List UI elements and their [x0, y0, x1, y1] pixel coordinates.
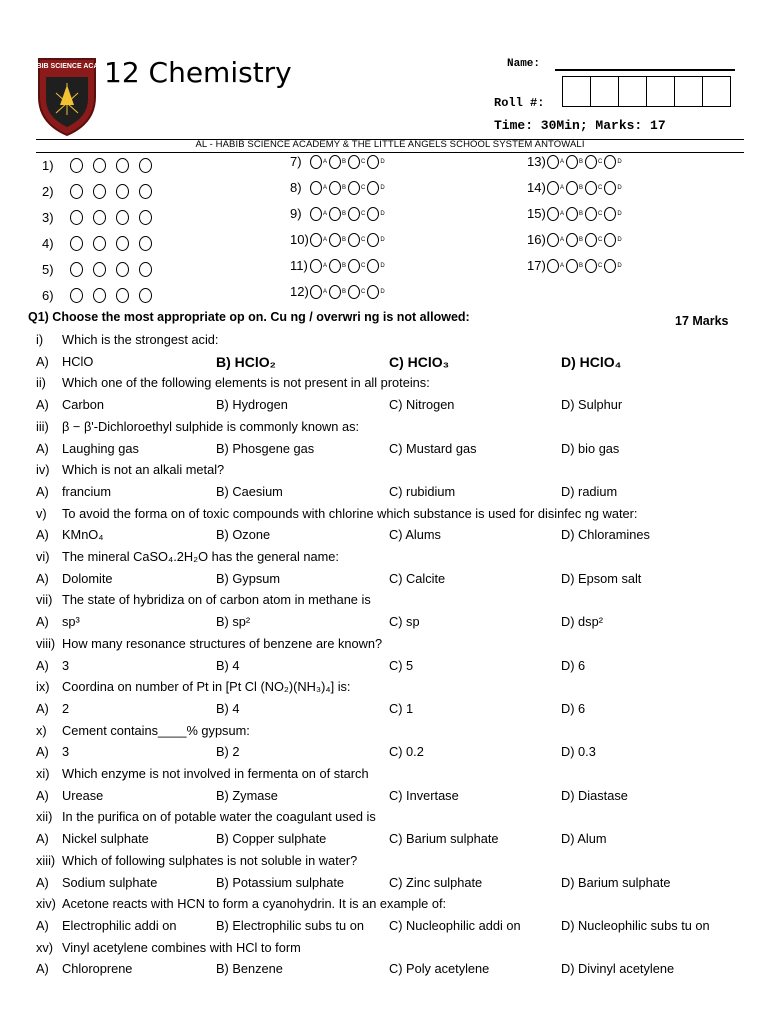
bubble-letter: C: [598, 236, 603, 243]
answer-bubble[interactable]: [116, 184, 129, 199]
roll-box[interactable]: [590, 76, 619, 107]
question-text: Which of following sulphates is not soluble in water?: [62, 852, 358, 868]
answer-number: 14): [527, 180, 546, 195]
bubble-letter: D: [380, 184, 385, 191]
option-c[interactable]: C) Nitrogen: [389, 397, 455, 413]
option-b[interactable]: B) Potassium sulphate: [216, 874, 345, 890]
option-b[interactable]: B) 4: [216, 700, 240, 716]
question-row: [0, 549, 768, 569]
option-d[interactable]: D) Divinyl acetylene: [561, 961, 675, 977]
bubble-letter: A: [560, 262, 565, 269]
answer-bubble[interactable]: [547, 181, 559, 195]
answer-bubble[interactable]: [310, 207, 322, 221]
bubble-letter: C: [361, 158, 366, 165]
option-a[interactable]: 3: [62, 657, 70, 673]
option-a[interactable]: Nickel sulphate: [62, 831, 149, 847]
answer-bubble[interactable]: [604, 233, 616, 247]
bubble-letter: C: [598, 210, 603, 217]
option-b[interactable]: B) Caesium: [216, 483, 283, 499]
question-row: [0, 853, 768, 873]
answer-bubble[interactable]: [329, 207, 341, 221]
name-label: Name:: [507, 58, 541, 70]
option-b[interactable]: B) Zymase: [216, 787, 278, 803]
answer-number: 16): [527, 232, 546, 247]
bubble-letter: A: [323, 158, 328, 165]
answer-number: 10): [290, 232, 309, 247]
question-number: iii): [36, 418, 49, 434]
option-b[interactable]: B) Phosgene gas: [216, 440, 315, 456]
bubble-letter: D: [617, 210, 622, 217]
answer-bubble[interactable]: [310, 285, 322, 299]
option-b[interactable]: B) HClO₂: [216, 353, 276, 370]
bubble-letter: D: [617, 158, 622, 165]
answer-bubble[interactable]: [93, 288, 106, 303]
option-letter: A): [36, 527, 49, 543]
question-number: xii): [36, 809, 53, 825]
option-letter: A): [36, 917, 49, 933]
option-c[interactable]: C) 0.2: [389, 744, 424, 760]
option-a[interactable]: 2: [62, 700, 70, 716]
answer-bubble[interactable]: [547, 155, 559, 169]
answer-row: [42, 158, 162, 173]
option-letter: A): [36, 440, 49, 456]
answer-bubble[interactable]: [310, 155, 322, 169]
answer-row: [290, 206, 387, 221]
answer-bubble[interactable]: [566, 259, 578, 273]
options-row: [0, 658, 768, 678]
answer-bubble[interactable]: [604, 259, 616, 273]
question-text: Acetone reacts with HCN to form a cyanohydrin. It is an example of:: [62, 896, 447, 912]
option-a[interactable]: Electrophilic addi on: [62, 917, 177, 933]
question-text: Which is the strongest acid:: [62, 332, 219, 347]
question-row: [0, 679, 768, 699]
answer-row: [527, 232, 624, 247]
answer-bubble[interactable]: [329, 155, 341, 169]
question-text: Which one of the following elements is not present in all proteins:: [62, 375, 430, 391]
option-b[interactable]: B) Benzene: [216, 961, 283, 977]
answer-row: [290, 232, 387, 247]
answer-number: 5): [42, 262, 54, 277]
answer-bubble[interactable]: [566, 233, 578, 247]
answer-bubble[interactable]: [348, 259, 360, 273]
answer-bubble[interactable]: [139, 158, 152, 173]
bubble-letter: C: [361, 184, 366, 191]
name-field[interactable]: [555, 69, 735, 71]
answer-number: 1): [42, 158, 54, 173]
roll-box[interactable]: [646, 76, 675, 107]
answer-bubble[interactable]: [139, 262, 152, 277]
option-letter: A): [36, 570, 49, 586]
answer-bubble[interactable]: [70, 288, 83, 303]
question-number: vi): [36, 549, 50, 564]
answer-bubble[interactable]: [566, 207, 578, 221]
options-row: [0, 961, 768, 981]
question-number: x): [36, 722, 47, 738]
question-number: xiv): [36, 896, 56, 912]
question-text: How many resonance structures of benzene are known?: [62, 635, 383, 651]
option-a[interactable]: francium: [62, 483, 112, 499]
option-c[interactable]: C) 1: [389, 700, 414, 716]
options-row: [0, 571, 768, 591]
answer-row: [527, 258, 624, 273]
bubble-letter: B: [579, 262, 584, 269]
option-c[interactable]: C) Invertase: [389, 787, 459, 803]
question-row: [0, 723, 768, 743]
question-number: vii): [36, 592, 53, 608]
answer-bubble[interactable]: [116, 262, 129, 277]
option-letter: A): [36, 831, 49, 847]
answer-row: [42, 210, 162, 225]
option-d[interactable]: D) dsp²: [561, 614, 603, 630]
question-text: Cement contains____% gypsum:: [62, 722, 250, 738]
answer-bubble[interactable]: [70, 210, 83, 225]
answer-bubble[interactable]: [367, 259, 379, 273]
options-row: [0, 744, 768, 764]
bubble-letter: A: [323, 210, 328, 217]
question-number: xv): [36, 939, 54, 955]
option-a[interactable]: 3: [62, 744, 70, 760]
answer-bubble[interactable]: [566, 155, 578, 169]
bubble-letter: A: [323, 262, 328, 269]
bubble-letter: B: [342, 288, 347, 295]
option-a[interactable]: Laughing gas: [62, 440, 139, 456]
answer-bubble[interactable]: [93, 262, 106, 277]
answer-bubble[interactable]: [367, 233, 379, 247]
answer-bubble[interactable]: [585, 259, 597, 273]
option-c[interactable]: C) Nucleophilic addi on: [389, 917, 521, 933]
bubble-letter: B: [342, 158, 347, 165]
option-d[interactable]: D) 6: [561, 657, 586, 673]
academy-logo: [15, 55, 119, 137]
question-number: ii): [36, 375, 46, 391]
bubble-letter: A: [560, 158, 565, 165]
answer-row: [42, 288, 162, 303]
answer-bubble[interactable]: [547, 259, 559, 273]
bubble-letter: C: [361, 210, 366, 217]
answer-number: 15): [527, 206, 546, 221]
answer-number: 13): [527, 154, 546, 169]
school-name: AL - HABIB SCIENCE ACADEMY & THE LITTLE ANGELS SCHOOL SYSTEM ANTOWALI: [195, 139, 585, 150]
answer-row: [290, 154, 387, 169]
answer-row: [527, 206, 624, 221]
question-text: Which is not an alkali metal?: [62, 462, 225, 478]
option-b[interactable]: B) Copper sulphate: [216, 831, 327, 847]
answer-bubble[interactable]: [139, 236, 152, 251]
question-row: [0, 940, 768, 960]
answer-row: [290, 258, 387, 273]
answer-bubble[interactable]: [604, 207, 616, 221]
option-a[interactable]: Urease: [62, 787, 104, 803]
answer-bubble[interactable]: [329, 285, 341, 299]
option-d[interactable]: D) HClO₄: [561, 353, 622, 370]
option-d[interactable]: D) Epsom salt: [561, 570, 642, 586]
options-row: [0, 875, 768, 895]
option-a[interactable]: sp³: [62, 614, 80, 630]
options-row: [0, 441, 768, 461]
answer-number: 12): [290, 284, 309, 299]
answer-bubble[interactable]: [116, 236, 129, 251]
bubble-letter: B: [342, 236, 347, 243]
options-row: [0, 788, 768, 808]
section-marks: 17 Marks: [675, 314, 729, 328]
time-marks: Time: 30Min; Marks: 17: [494, 118, 666, 133]
option-letter: A): [36, 397, 49, 413]
bubble-letter: C: [361, 262, 366, 269]
bubble-letter: B: [342, 210, 347, 217]
option-b[interactable]: B) Ozone: [216, 527, 271, 543]
option-a[interactable]: Chloroprene: [62, 961, 133, 977]
question-text: The state of hybridiza on of carbon atom in methane is: [62, 592, 371, 608]
question-number: v): [36, 505, 47, 521]
answer-bubble[interactable]: [116, 210, 129, 225]
question-text: Which enzyme is not involved in fermenta on of starch: [62, 766, 369, 781]
answer-bubble[interactable]: [70, 184, 83, 199]
answer-bubble[interactable]: [93, 210, 106, 225]
bubble-letter: D: [380, 210, 385, 217]
answer-bubble[interactable]: [310, 181, 322, 195]
bubble-letter: D: [380, 236, 385, 243]
answer-row: [42, 262, 162, 277]
question-number: ix): [36, 679, 50, 695]
answer-bubble[interactable]: [348, 285, 360, 299]
option-c[interactable]: C) Calcite: [389, 570, 446, 586]
question-text: To avoid the forma on of toxic compounds with chlorine which substance is used for disinfec ng water:: [62, 505, 638, 521]
answer-number: 8): [290, 180, 302, 195]
question-text: The mineral CaSO₄.2H₂O has the general name:: [62, 549, 339, 564]
answer-number: 17): [527, 258, 546, 273]
bubble-letter: B: [579, 236, 584, 243]
question-row: [0, 462, 768, 482]
bubble-letter: D: [380, 262, 385, 269]
question-row: [0, 375, 768, 395]
section-heading: Q1) Choose the most appropriate op on. Cu ng / overwri ng is not allowed:: [28, 310, 470, 324]
answer-row: [290, 284, 387, 299]
option-b[interactable]: B) 4: [216, 657, 240, 673]
answer-bubble[interactable]: [329, 259, 341, 273]
answer-number: 3): [42, 210, 54, 225]
bubble-letter: A: [560, 236, 565, 243]
question-number: iv): [36, 462, 50, 478]
answer-row: [290, 180, 387, 195]
roll-box[interactable]: [702, 76, 731, 107]
options-row: [0, 614, 768, 634]
question-row: [0, 419, 768, 439]
options-row: [0, 918, 768, 938]
answer-bubble[interactable]: [116, 288, 129, 303]
question-text: Vinyl acetylene combines with HCl to form: [62, 939, 301, 955]
option-a[interactable]: Dolomite: [62, 570, 113, 586]
question-row: [0, 332, 768, 352]
bubble-letter: A: [323, 236, 328, 243]
answer-number: 11): [290, 258, 308, 273]
option-d[interactable]: D) Nucleophilic subs tu on: [561, 917, 710, 933]
answer-bubble[interactable]: [139, 210, 152, 225]
answer-number: 9): [290, 206, 302, 221]
answer-row: [527, 180, 624, 195]
answer-bubble[interactable]: [604, 181, 616, 195]
answer-bubble[interactable]: [70, 262, 83, 277]
answer-bubble[interactable]: [585, 233, 597, 247]
answer-bubble[interactable]: [139, 288, 152, 303]
answer-bubble[interactable]: [139, 184, 152, 199]
answer-bubble[interactable]: [566, 181, 578, 195]
option-letter: A): [36, 614, 49, 630]
option-letter: A): [36, 483, 49, 499]
option-a[interactable]: Carbon: [62, 397, 104, 413]
question-text: β − β'-Dichloroethyl sulphide is commonly known as:: [62, 418, 360, 434]
option-d[interactable]: D) Barium sulphate: [561, 874, 671, 890]
option-c[interactable]: C) 5: [389, 657, 414, 673]
option-d[interactable]: D) Sulphur: [561, 397, 623, 413]
bubble-letter: D: [617, 184, 622, 191]
option-c[interactable]: C) sp: [389, 614, 420, 630]
question-row: [0, 809, 768, 829]
question-row: [0, 592, 768, 612]
answer-bubble[interactable]: [348, 155, 360, 169]
option-a[interactable]: KMnO₄: [62, 527, 104, 543]
bubble-letter: C: [361, 288, 366, 295]
answer-bubble[interactable]: [547, 207, 559, 221]
answer-bubble[interactable]: [93, 236, 106, 251]
question-number: xi): [36, 766, 50, 781]
divider: [36, 152, 744, 153]
bubble-letter: B: [579, 158, 584, 165]
bubble-letter: D: [617, 236, 622, 243]
option-d[interactable]: D) 6: [561, 700, 586, 716]
option-a[interactable]: Sodium sulphate: [62, 874, 158, 890]
option-d[interactable]: D) Alum: [561, 831, 607, 847]
bubble-letter: B: [579, 210, 584, 217]
bubble-letter: A: [560, 184, 565, 191]
options-row: [0, 354, 768, 374]
answer-bubble[interactable]: [310, 233, 322, 247]
question-number: viii): [36, 635, 56, 651]
answer-bubble[interactable]: [604, 155, 616, 169]
option-letter: A): [36, 353, 49, 369]
question-number: xiii): [36, 852, 56, 868]
bubble-letter: A: [560, 210, 565, 217]
answer-bubble[interactable]: [585, 155, 597, 169]
answer-bubble[interactable]: [348, 181, 360, 195]
answer-bubble[interactable]: [585, 207, 597, 221]
roll-label: Roll #:: [494, 96, 545, 110]
option-c[interactable]: C) HClO₃: [389, 353, 450, 370]
options-row: [0, 831, 768, 851]
bubble-letter: B: [342, 262, 347, 269]
answer-bubble[interactable]: [310, 259, 322, 273]
option-c[interactable]: C) Zinc sulphate: [389, 874, 483, 890]
answer-bubble[interactable]: [93, 184, 106, 199]
bubble-letter: A: [323, 184, 328, 191]
answer-bubble[interactable]: [70, 158, 83, 173]
bubble-letter: D: [380, 288, 385, 295]
question-row: [0, 766, 768, 786]
bubble-letter: C: [598, 262, 603, 269]
option-b[interactable]: B) Gypsum: [216, 570, 280, 586]
page-title: 12 Chemistry: [104, 56, 292, 89]
bubble-letter: D: [380, 158, 385, 165]
option-d[interactable]: D) radium: [561, 483, 618, 499]
bubble-letter: C: [598, 158, 603, 165]
options-row: [0, 527, 768, 547]
option-c[interactable]: C) Mustard gas: [389, 440, 477, 456]
option-d[interactable]: D) 0.3: [561, 744, 596, 760]
answer-bubble[interactable]: [348, 233, 360, 247]
question-row: [0, 506, 768, 526]
answer-number: 7): [290, 154, 302, 169]
bubble-letter: D: [617, 262, 622, 269]
answer-bubble[interactable]: [367, 155, 379, 169]
answer-bubble[interactable]: [348, 207, 360, 221]
options-row: [0, 484, 768, 504]
logo-text: AL HABIB SCIENCE ACADEMY: [15, 63, 119, 70]
option-c[interactable]: C) rubidium: [389, 483, 456, 499]
option-letter: A): [36, 874, 49, 890]
option-letter: A): [36, 787, 49, 803]
option-b[interactable]: B) 2: [216, 744, 240, 760]
question-row: [0, 896, 768, 916]
question-text: Coordina on number of Pt in [Pt Cl (NO₂)(NH₃)₄] is:: [62, 679, 351, 695]
bubble-letter: B: [342, 184, 347, 191]
option-b[interactable]: B) Electrophilic subs tu on: [216, 917, 364, 933]
option-c[interactable]: C) Poly acetylene: [389, 961, 490, 977]
answer-number: 2): [42, 184, 54, 199]
option-c[interactable]: C) Barium sulphate: [389, 831, 499, 847]
answer-bubble[interactable]: [367, 181, 379, 195]
option-b[interactable]: B) sp²: [216, 614, 251, 630]
bubble-letter: B: [579, 184, 584, 191]
option-a[interactable]: HClO: [62, 353, 94, 369]
answer-bubble[interactable]: [329, 181, 341, 195]
answer-number: 4): [42, 236, 54, 251]
option-c[interactable]: C) Alums: [389, 527, 441, 543]
option-d[interactable]: D) Diastase: [561, 787, 628, 803]
answer-number: 6): [42, 288, 54, 303]
question-number: i): [36, 332, 44, 347]
options-row: [0, 701, 768, 721]
answer-bubble[interactable]: [93, 158, 106, 173]
option-letter: A): [36, 700, 49, 716]
answer-row: [527, 154, 624, 169]
roll-box[interactable]: [618, 76, 647, 107]
bubble-letter: C: [598, 184, 603, 191]
option-d[interactable]: D) bio gas: [561, 440, 620, 456]
question-row: [0, 636, 768, 656]
option-letter: A): [36, 744, 49, 760]
option-d[interactable]: D) Chloramines: [561, 527, 650, 543]
answer-bubble[interactable]: [585, 181, 597, 195]
bubble-letter: A: [323, 288, 328, 295]
options-row: [0, 397, 768, 417]
option-letter: A): [36, 961, 49, 977]
bubble-letter: C: [361, 236, 366, 243]
roll-box[interactable]: [562, 76, 591, 107]
answer-bubble[interactable]: [367, 207, 379, 221]
option-b[interactable]: B) Hydrogen: [216, 397, 288, 413]
question-text: In the purifica on of potable water the coagulant used is: [62, 809, 376, 825]
answer-bubble[interactable]: [116, 158, 129, 173]
answer-bubble[interactable]: [70, 236, 83, 251]
answer-row: [42, 184, 162, 199]
answer-bubble[interactable]: [547, 233, 559, 247]
answer-row: [42, 236, 162, 251]
answer-bubble[interactable]: [329, 233, 341, 247]
option-letter: A): [36, 657, 49, 673]
roll-number-boxes[interactable]: [563, 76, 731, 107]
answer-bubble[interactable]: [367, 285, 379, 299]
roll-box[interactable]: [674, 76, 703, 107]
